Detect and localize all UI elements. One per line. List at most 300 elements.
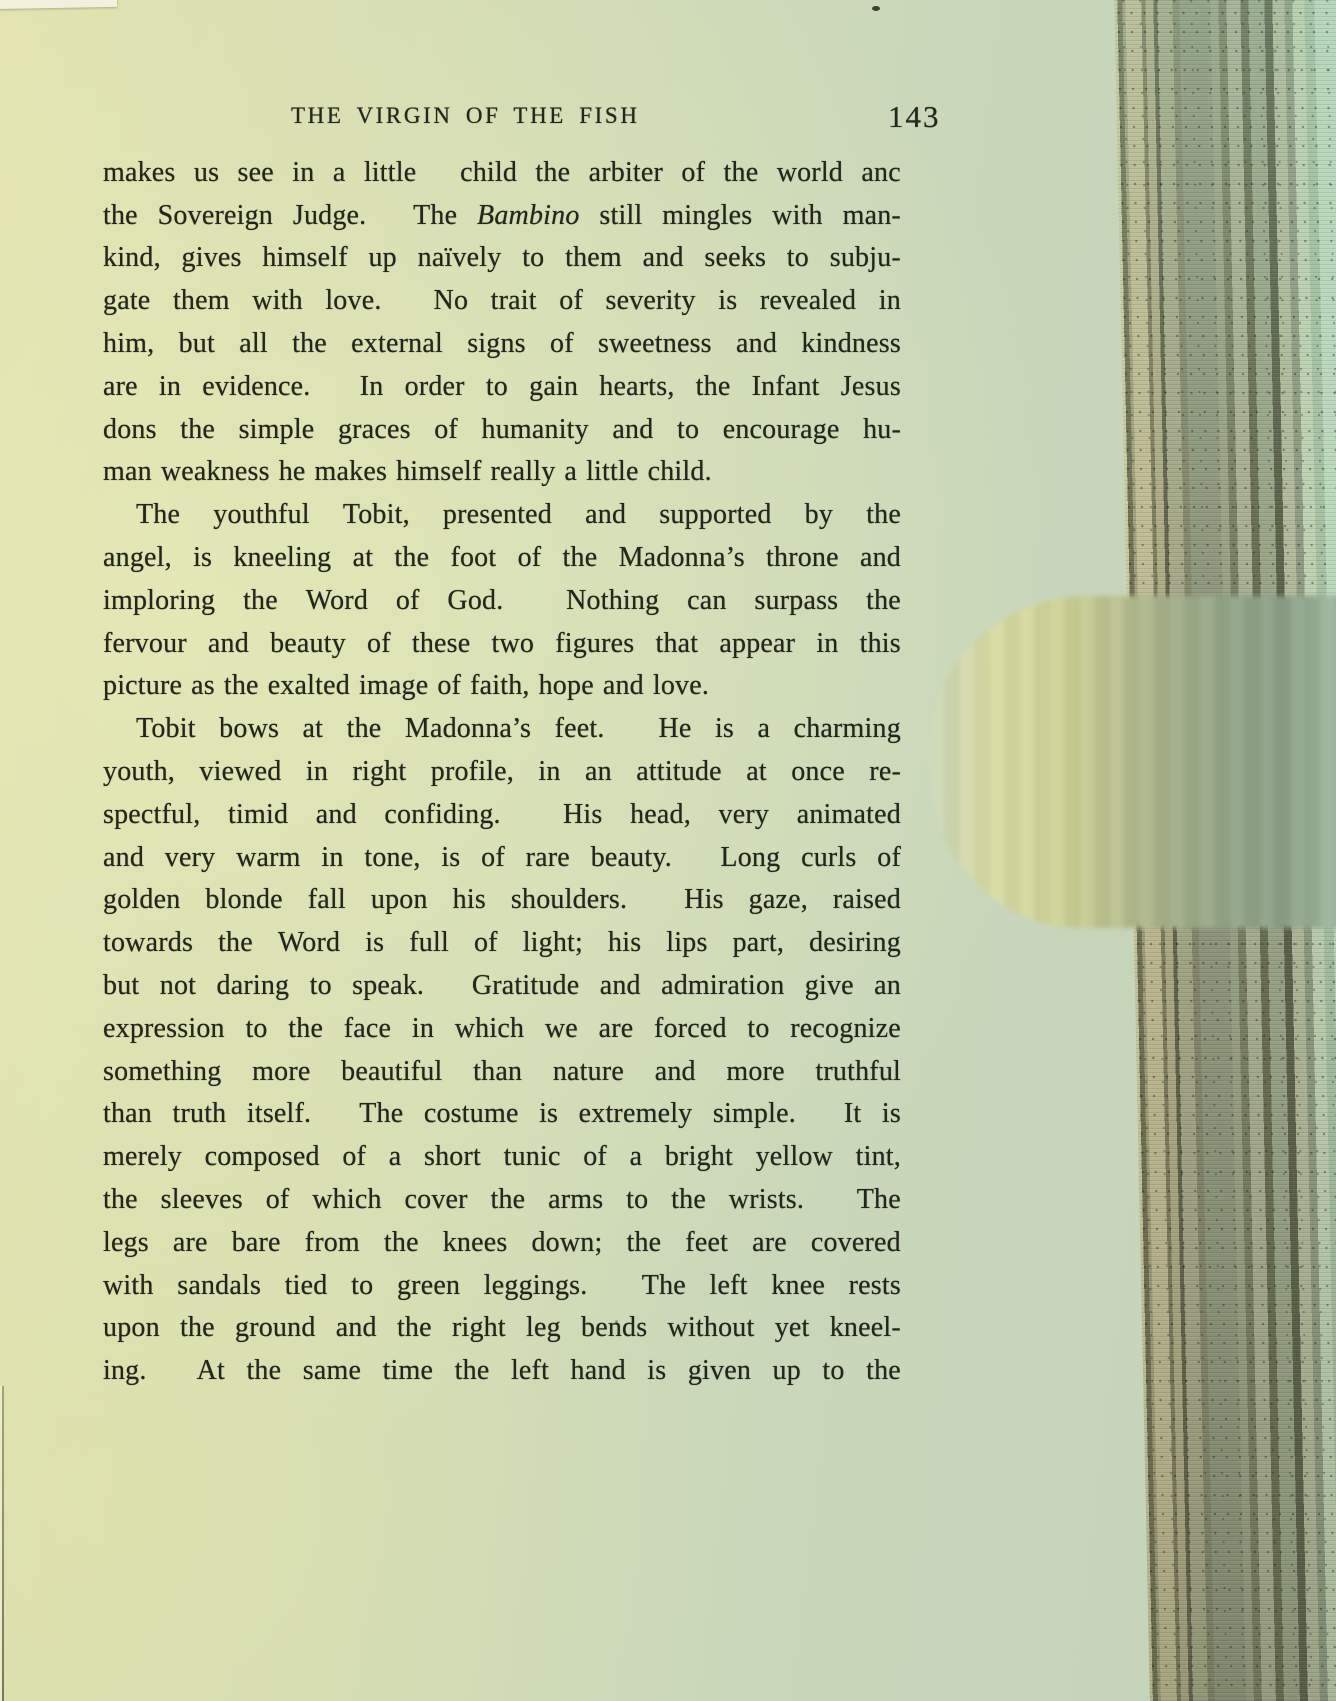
text-line bbox=[103, 536, 901, 579]
word: without bbox=[667, 1312, 755, 1344]
word: Tobit, bbox=[342, 499, 410, 531]
word: more bbox=[726, 1055, 785, 1087]
text-line bbox=[103, 1135, 901, 1178]
word: lips bbox=[666, 927, 708, 959]
word: picture bbox=[103, 670, 183, 702]
word: of bbox=[481, 841, 505, 873]
word: this bbox=[859, 627, 901, 659]
word: It bbox=[843, 1098, 862, 1130]
word: fall bbox=[307, 884, 346, 916]
word: shoulders. bbox=[510, 884, 628, 916]
word: a bbox=[757, 713, 771, 745]
word: very bbox=[164, 841, 216, 873]
word: to bbox=[351, 1269, 374, 1301]
page-edge-sliver bbox=[0, 0, 117, 9]
word: a bbox=[332, 156, 346, 188]
word: the bbox=[103, 199, 138, 231]
word: revealed bbox=[759, 285, 857, 317]
word: Infant bbox=[751, 370, 820, 402]
word: supported bbox=[659, 499, 772, 531]
word: to bbox=[676, 413, 700, 445]
word: and bbox=[654, 1055, 696, 1087]
word: gaze, bbox=[748, 884, 808, 916]
word: given bbox=[687, 1355, 752, 1387]
word: surpass bbox=[754, 584, 839, 616]
word: truth bbox=[172, 1098, 227, 1130]
word: us bbox=[193, 156, 220, 188]
word: tunic bbox=[503, 1141, 561, 1173]
word: little bbox=[586, 456, 639, 488]
word: the bbox=[723, 156, 759, 188]
text-line bbox=[103, 451, 901, 494]
word: tone, bbox=[364, 841, 421, 873]
word: the bbox=[103, 1183, 138, 1215]
word: foot bbox=[450, 541, 497, 573]
word: the bbox=[243, 584, 278, 616]
word: attitude bbox=[636, 755, 722, 787]
text-line bbox=[103, 750, 901, 793]
word: very bbox=[718, 798, 770, 830]
word: exalted bbox=[267, 670, 350, 702]
text-line bbox=[103, 365, 901, 408]
word: admiration bbox=[661, 969, 785, 1001]
word: little bbox=[363, 156, 417, 188]
word: bows bbox=[219, 713, 280, 745]
text-line bbox=[103, 836, 901, 879]
word: of bbox=[265, 1183, 290, 1215]
word: in bbox=[411, 1012, 435, 1044]
word: In bbox=[359, 370, 384, 402]
word: a bbox=[564, 456, 578, 488]
word: beauty. bbox=[590, 841, 672, 873]
word: at bbox=[746, 755, 767, 787]
word: and bbox=[103, 841, 145, 873]
word: the bbox=[671, 1183, 706, 1215]
word: sweetness bbox=[598, 327, 712, 359]
word: merely bbox=[103, 1141, 182, 1173]
word: than bbox=[473, 1055, 523, 1087]
word: is bbox=[365, 927, 385, 959]
word: beautiful bbox=[341, 1055, 443, 1087]
word: up bbox=[368, 242, 397, 274]
word: still bbox=[599, 199, 643, 231]
word: the bbox=[180, 413, 216, 445]
word: knee bbox=[771, 1269, 825, 1301]
word: of bbox=[437, 670, 462, 702]
word: and bbox=[585, 499, 627, 531]
word: hope bbox=[538, 670, 594, 702]
word: Long bbox=[720, 841, 781, 873]
word: in bbox=[878, 285, 901, 317]
word: covered bbox=[810, 1226, 901, 1258]
word: wrists. bbox=[728, 1183, 805, 1215]
word: Judge. bbox=[292, 199, 367, 231]
word: and bbox=[602, 670, 644, 702]
word: curls bbox=[801, 841, 857, 873]
word: feet. bbox=[554, 713, 605, 745]
word: by bbox=[804, 499, 834, 531]
left-page-edge-line bbox=[2, 1386, 4, 1701]
word: Word bbox=[277, 927, 341, 959]
word: sandals bbox=[177, 1269, 262, 1301]
word: to bbox=[626, 1183, 649, 1215]
word: bright bbox=[664, 1141, 733, 1173]
word: golden bbox=[103, 884, 181, 916]
word: of bbox=[550, 327, 574, 359]
word: which bbox=[312, 1183, 382, 1215]
word: man bbox=[103, 456, 152, 488]
word: the bbox=[292, 327, 327, 359]
word: fervour bbox=[103, 627, 187, 659]
text-line bbox=[103, 1221, 901, 1264]
word: kindness bbox=[801, 327, 901, 359]
word: forced bbox=[654, 1012, 727, 1044]
word: the bbox=[394, 541, 430, 573]
word: truthful bbox=[815, 1055, 901, 1087]
word: with bbox=[252, 285, 303, 317]
word: youth, bbox=[103, 755, 175, 787]
word: encourage bbox=[722, 413, 840, 445]
word: right bbox=[352, 755, 407, 787]
word: and bbox=[859, 541, 901, 573]
word: to bbox=[522, 242, 545, 274]
word: full bbox=[409, 927, 449, 959]
word: is bbox=[881, 1098, 901, 1130]
word: angel, bbox=[103, 541, 172, 573]
word: but bbox=[178, 327, 215, 359]
word: viewed bbox=[199, 755, 282, 787]
word: bare bbox=[231, 1226, 281, 1258]
word: He bbox=[658, 713, 692, 745]
word: child. bbox=[647, 456, 712, 488]
text-line bbox=[103, 1264, 901, 1307]
word: extremely bbox=[578, 1098, 693, 1130]
word: and bbox=[642, 242, 684, 274]
word: rare bbox=[525, 841, 570, 873]
word: desiring bbox=[809, 927, 901, 959]
word: timid bbox=[228, 798, 289, 830]
word: in bbox=[816, 627, 839, 659]
word: Gratitude bbox=[471, 969, 580, 1001]
word: the bbox=[223, 670, 259, 702]
word: costume bbox=[423, 1098, 519, 1130]
text-line bbox=[103, 579, 901, 622]
word: at bbox=[352, 541, 374, 573]
word: The bbox=[413, 199, 458, 231]
text-line bbox=[103, 237, 901, 280]
word: same bbox=[302, 1355, 362, 1387]
word: himself bbox=[262, 242, 348, 274]
word: of bbox=[583, 1141, 607, 1173]
word: is bbox=[193, 541, 213, 573]
word: legs bbox=[103, 1226, 149, 1258]
word: sleeves bbox=[160, 1183, 243, 1215]
word: Bambino bbox=[477, 199, 580, 231]
word: are bbox=[752, 1226, 787, 1258]
word: the bbox=[383, 1226, 419, 1258]
word: tied bbox=[284, 1269, 328, 1301]
word: him, bbox=[103, 327, 155, 359]
word: At bbox=[196, 1355, 225, 1387]
word: ing. bbox=[103, 1355, 147, 1387]
word: God. bbox=[447, 584, 504, 616]
word: gate bbox=[103, 285, 151, 317]
word: man- bbox=[842, 199, 901, 231]
word: anc bbox=[861, 156, 901, 188]
word: the bbox=[180, 1312, 215, 1344]
word: the bbox=[866, 1355, 901, 1387]
text-line bbox=[103, 1349, 901, 1392]
text-line bbox=[103, 665, 901, 708]
word: time bbox=[382, 1355, 434, 1387]
word: them bbox=[172, 285, 230, 317]
text-line bbox=[103, 279, 901, 322]
word: ground bbox=[235, 1312, 316, 1344]
word: of bbox=[434, 413, 458, 445]
text-line bbox=[103, 1093, 901, 1136]
word: towards bbox=[103, 927, 194, 959]
text-line bbox=[103, 793, 901, 836]
word: of bbox=[877, 841, 901, 873]
word: are bbox=[598, 1012, 634, 1044]
word: of bbox=[395, 584, 420, 616]
word: which bbox=[454, 1012, 525, 1044]
word: hand bbox=[570, 1355, 626, 1387]
word: trait bbox=[490, 285, 537, 317]
word: expression bbox=[103, 1012, 225, 1044]
word: two bbox=[491, 627, 535, 659]
word: world bbox=[776, 156, 844, 188]
word: spectful, bbox=[103, 798, 201, 830]
word: nature bbox=[552, 1055, 625, 1087]
word: beauty bbox=[270, 627, 346, 659]
word: with bbox=[103, 1269, 154, 1301]
word: No bbox=[433, 285, 469, 317]
word: kind, bbox=[103, 242, 161, 274]
word: his bbox=[608, 927, 642, 959]
word: animated bbox=[796, 798, 901, 830]
word: raised bbox=[832, 884, 901, 916]
ink-speck bbox=[872, 6, 880, 11]
word: from bbox=[304, 1226, 360, 1258]
word: profile, bbox=[430, 755, 514, 787]
word: that bbox=[655, 627, 699, 659]
word: the bbox=[695, 370, 731, 402]
word: the bbox=[626, 1226, 662, 1258]
word: but bbox=[103, 969, 140, 1001]
word: his bbox=[452, 884, 486, 916]
word: composed bbox=[204, 1141, 320, 1173]
word: are bbox=[172, 1226, 208, 1258]
word: these bbox=[411, 627, 471, 659]
word: Sovereign bbox=[157, 199, 273, 231]
word: is bbox=[647, 1355, 667, 1387]
text-line bbox=[103, 1178, 901, 1221]
word: yellow bbox=[755, 1141, 833, 1173]
word: of bbox=[559, 285, 583, 317]
word: knees bbox=[442, 1226, 508, 1258]
word: signs bbox=[467, 327, 526, 359]
word: the bbox=[866, 499, 901, 531]
word: in bbox=[321, 841, 344, 873]
word: to bbox=[485, 370, 509, 402]
word: His bbox=[562, 798, 603, 830]
word: hu- bbox=[863, 413, 901, 445]
word: Madonna’s bbox=[618, 541, 745, 573]
word: subju- bbox=[829, 242, 901, 274]
word: arbiter bbox=[588, 156, 664, 188]
word: part, bbox=[732, 927, 785, 959]
scan-blur-artifact bbox=[930, 596, 1336, 928]
word: Word bbox=[305, 584, 369, 616]
word: leg bbox=[526, 1312, 561, 1344]
word: something bbox=[103, 1055, 222, 1087]
word: external bbox=[351, 327, 443, 359]
word: more bbox=[252, 1055, 311, 1087]
word: makes bbox=[103, 156, 176, 188]
word: Tobit bbox=[136, 713, 196, 745]
word: the bbox=[396, 1312, 432, 1344]
text-line bbox=[103, 964, 901, 1007]
word: in bbox=[292, 156, 315, 188]
text-line bbox=[103, 622, 901, 665]
text-line bbox=[103, 1307, 901, 1350]
word: makes bbox=[314, 456, 388, 488]
word: right bbox=[451, 1312, 506, 1344]
word: upon bbox=[103, 1312, 160, 1344]
word: The bbox=[359, 1098, 404, 1130]
text-line bbox=[103, 1050, 901, 1093]
word: face bbox=[343, 1012, 392, 1044]
text-line bbox=[103, 921, 901, 964]
word: confiding. bbox=[384, 798, 501, 830]
word: down; bbox=[531, 1226, 603, 1258]
word: and bbox=[335, 1312, 377, 1344]
word: than bbox=[103, 1098, 153, 1130]
word: in bbox=[538, 755, 561, 787]
word: the bbox=[246, 1355, 282, 1387]
word: is bbox=[718, 285, 738, 317]
word: the bbox=[866, 584, 901, 616]
word: to bbox=[786, 242, 809, 274]
word: Nothing bbox=[566, 584, 660, 616]
word: love. bbox=[325, 285, 382, 317]
word: and bbox=[599, 969, 641, 1001]
text-line bbox=[103, 151, 901, 194]
word: simple. bbox=[712, 1098, 796, 1130]
word: is bbox=[539, 1098, 559, 1130]
word: dons bbox=[103, 413, 157, 445]
word: of bbox=[473, 927, 498, 959]
word: imploring bbox=[103, 584, 216, 616]
word: humanity bbox=[481, 413, 589, 445]
word: up bbox=[772, 1355, 801, 1387]
text-line bbox=[103, 194, 901, 237]
word: a bbox=[388, 1141, 402, 1173]
word: is bbox=[714, 713, 735, 745]
text-block bbox=[103, 151, 901, 1392]
word: bends bbox=[581, 1312, 648, 1344]
running-head-title: THE VIRGIN OF THE FISH bbox=[291, 103, 640, 128]
word: to bbox=[309, 969, 332, 1001]
word: with bbox=[772, 199, 823, 231]
word: figures bbox=[555, 627, 635, 659]
word: in bbox=[158, 370, 182, 402]
text-line bbox=[103, 879, 901, 922]
word: Jesus bbox=[840, 370, 901, 402]
word: to bbox=[747, 1012, 770, 1044]
word: a bbox=[629, 1141, 643, 1173]
word: all bbox=[239, 327, 268, 359]
word: arms bbox=[548, 1183, 604, 1215]
word: Madonna’s bbox=[404, 713, 532, 745]
word: His bbox=[684, 884, 724, 916]
word: the bbox=[562, 541, 598, 573]
word: The bbox=[136, 499, 181, 531]
text-line bbox=[103, 493, 901, 536]
word: the bbox=[218, 927, 253, 959]
word: kneel- bbox=[829, 1312, 901, 1344]
text-line bbox=[103, 1007, 901, 1050]
word: The bbox=[641, 1269, 686, 1301]
word: child bbox=[460, 156, 518, 188]
word: daring bbox=[216, 969, 290, 1001]
word: see bbox=[237, 156, 274, 188]
word: of bbox=[517, 541, 542, 573]
word: and bbox=[315, 798, 357, 830]
word: love. bbox=[652, 670, 710, 702]
text-line bbox=[103, 707, 901, 750]
word: are bbox=[103, 370, 138, 402]
word: gives bbox=[181, 242, 242, 274]
word: graces bbox=[337, 413, 411, 445]
word: the bbox=[346, 713, 382, 745]
word: leggings. bbox=[483, 1269, 588, 1301]
word: presented bbox=[442, 499, 553, 531]
word: the bbox=[288, 1012, 324, 1044]
word: the bbox=[454, 1355, 490, 1387]
word: them bbox=[565, 242, 622, 274]
word: image bbox=[358, 670, 429, 702]
word: gain bbox=[529, 370, 579, 402]
word: throne bbox=[766, 541, 839, 573]
word: speak. bbox=[352, 969, 425, 1001]
word: he bbox=[278, 456, 306, 488]
word: short bbox=[423, 1141, 481, 1173]
word: green bbox=[396, 1269, 461, 1301]
word: the bbox=[535, 156, 571, 188]
word: naïvely bbox=[417, 242, 502, 274]
word: is bbox=[441, 841, 461, 873]
word: give bbox=[804, 969, 854, 1001]
word: youthful bbox=[213, 499, 310, 531]
word: faith, bbox=[470, 670, 530, 702]
word: simple bbox=[238, 413, 315, 445]
word: to bbox=[245, 1012, 268, 1044]
text-line bbox=[103, 322, 901, 365]
word: hearts, bbox=[599, 370, 675, 402]
word: upon bbox=[370, 884, 428, 916]
word: light; bbox=[522, 927, 584, 959]
word: left bbox=[510, 1355, 550, 1387]
word: an bbox=[585, 755, 612, 787]
word: rests bbox=[848, 1269, 901, 1301]
word: as bbox=[191, 670, 215, 702]
word: himself bbox=[396, 456, 482, 488]
word: itself. bbox=[246, 1098, 312, 1130]
word: of bbox=[681, 156, 706, 188]
word: once bbox=[791, 755, 845, 787]
